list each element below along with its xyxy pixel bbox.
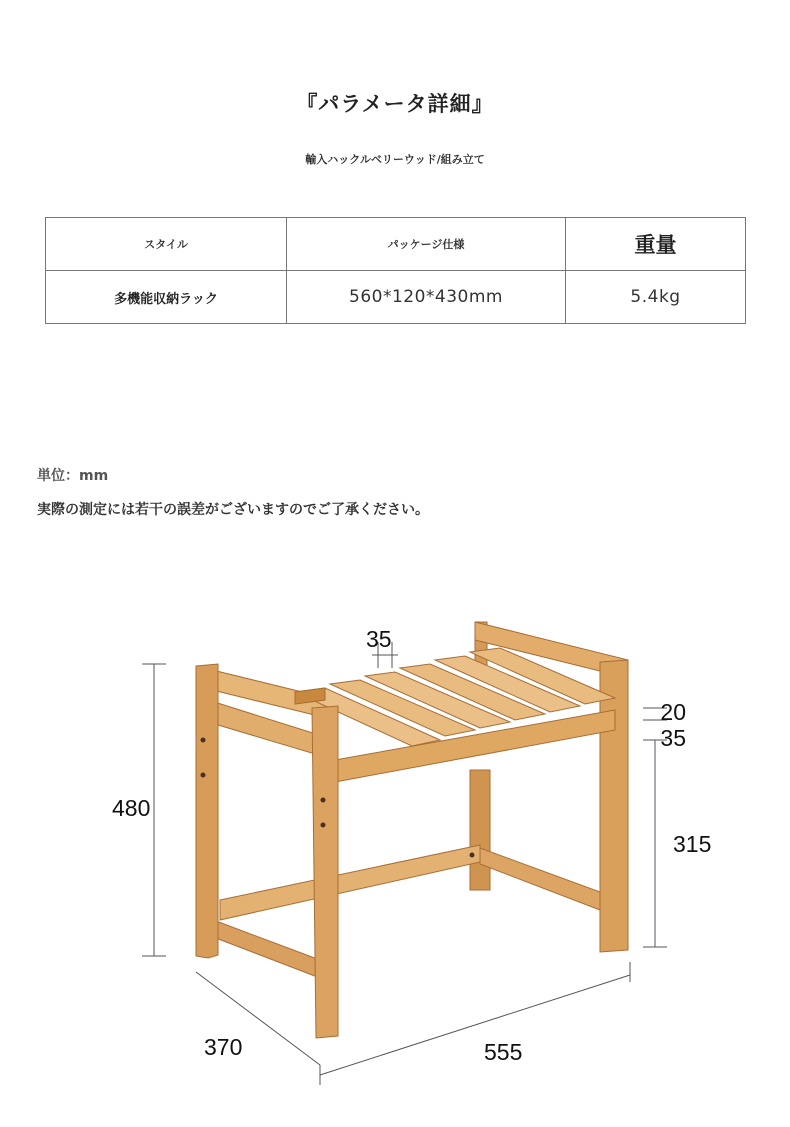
dim-height-total: 480 [112,795,151,821]
dim-slat-width: 35 [366,626,392,652]
header-weight: 重量 [566,218,746,271]
dim-width: 555 [484,1039,523,1065]
dim-top-gap: 35 [660,725,686,751]
dim-depth: 370 [204,1034,243,1060]
spec-table [45,217,746,324]
page-title: 『パラメータ詳細』 [296,92,494,116]
dim-top-thickness: 20 [660,699,686,725]
spec-value-row [46,271,746,324]
rack-illustration [196,622,628,1038]
value-package: 560*120*430mm [287,271,566,324]
page-subtitle: 輸入ハックルベリーウッド/組み立て [305,153,485,166]
header-package: パッケージ仕様 [287,218,566,271]
measurement-note: 実際の測定には若干の誤差がございますのでご了承ください。 [37,502,429,518]
header-style: スタイル [46,218,287,271]
spec-header-row [46,218,746,271]
value-style: 多機能収納ラック [46,271,287,324]
value-weight: 5.4kg [566,271,746,324]
unit-label: 単位：mm [37,468,109,484]
dim-shelf-height: 315 [673,831,712,857]
rack-dimension-diagram [90,600,712,1100]
